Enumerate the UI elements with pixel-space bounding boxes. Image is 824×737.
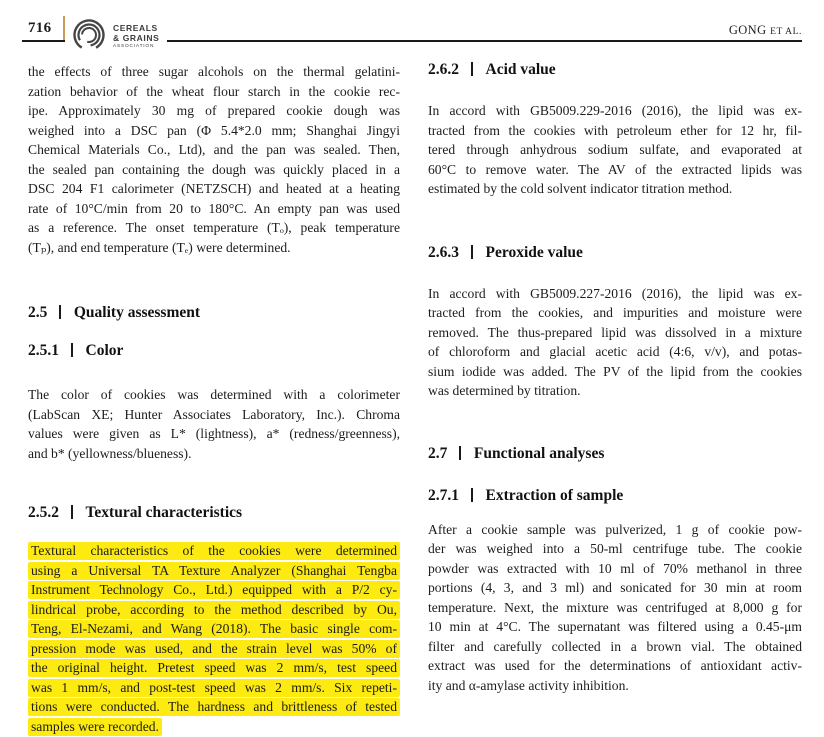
text-line: pression mode was used, and the strain level was 50% of [28, 639, 400, 659]
text-line: the effects of three sugar alcohols on the thermal gelatini- [28, 64, 400, 79]
text-line: In accord with GB5009.229-2016 (2016), the lipid was ex- [428, 103, 802, 118]
text-line: (Tₚ), and end temperature (Tₑ) were determined. [28, 239, 291, 255]
section-title: Textural characteristics [85, 504, 243, 521]
text-line: the original height. Pretest speed was 2 mm/s, test speed [28, 658, 400, 678]
text-line: temperature. Next, the mixture was centrifuged at 8,000 g for [428, 599, 802, 615]
text-line: rate of 10°C/min from 20 to 180°C. An empty pan was used [28, 200, 400, 216]
text-line: of chloroform and glacial acetic acid (4:6, v/v), and potas- [428, 344, 802, 359]
text-line: using a Universal TA Texture Analyzer (Shanghai Tengba [28, 561, 400, 581]
section-title: Acid value [485, 61, 556, 78]
heading-divider [459, 446, 461, 460]
paragraph-dsc-method [28, 62, 400, 257]
text-line: and b* (yellowness/blueness). [28, 445, 192, 461]
left-column [28, 0, 400, 736]
text-line: weighed into a DSC pan (Φ 5.4*2.0 mm; Shanghai Jingyi [28, 122, 400, 138]
section-heading-2-5-2 [28, 503, 400, 523]
text-line: extract was used for the determinations of antioxidant activ- [428, 658, 802, 673]
section-title: Peroxide value [485, 243, 583, 261]
paragraph-color-method [28, 385, 400, 463]
section-number: 2.5 [28, 304, 48, 321]
section-title: Color [85, 342, 124, 359]
text-line: DSC 204 F1 calorimeter (NETZSCH) and heated at a heating [28, 181, 400, 196]
section-number: 2.7 [428, 444, 448, 462]
heading-divider [71, 505, 73, 519]
section-number: 2.5.2 [28, 504, 59, 521]
text-line: estimated by the cold solvent indicator titration method. [428, 181, 733, 196]
section-number: 2.7.1 [428, 486, 459, 504]
text-line: tracted from the cookies, and impurities and moisture were [428, 305, 802, 320]
section-heading-2-5-1 [28, 341, 400, 361]
text-line: Teng, El-Nezami, and Wang (2018). The basic single com- [28, 619, 400, 639]
text-line: was determined by titration. [428, 383, 581, 398]
text-line: removed. The thus-prepared lipid was dissolved in a mixture [428, 324, 802, 340]
text-line: was 1 mm/s, and post-test speed was 2 mm/s. Six repeti- [28, 678, 400, 698]
section-heading-2-6-3 [428, 243, 802, 263]
paragraph-acid-value [428, 101, 802, 199]
text-line: Instrument Technology Co., Ltd.) equipped with a P/2 cy- [28, 580, 400, 600]
paragraph-extraction-of-sample [428, 520, 802, 696]
heading-divider [471, 245, 473, 259]
section-number: 2.6.3 [428, 243, 459, 261]
section-number: 2.5.1 [28, 342, 59, 359]
text-line: the sealed pan containing the dough was quickly placed in a [28, 161, 400, 177]
text-line: filter and carefully collected in a brown vial. The obtained [428, 638, 802, 654]
text-line: portions (4, 3, and 3 ml) and sonicated for 30 min at room [428, 580, 802, 595]
text-line: 60°C to remove water. The AV of the extracted lipids was [428, 161, 802, 177]
text-line: ipe. Approximately 30 mg of prepared cookie dough was [28, 103, 400, 118]
text-line: lindrical probe, according to the method described by Ou, [28, 600, 400, 620]
text-line: 10 min at 4°C. The supernatant was filtered using a 0.45-μm [428, 619, 802, 634]
right-column [428, 0, 802, 695]
section-title: Functional analyses [473, 444, 605, 462]
text-line: Chemical Materials Co., Ltd), and the pan was sealed. Then, [28, 142, 400, 157]
text-line: as a reference. The onset temperature (Tₒ), peak temperature [28, 220, 400, 235]
text-line: tered through anhydrous sodium sulfate, and evaporated at [428, 142, 802, 157]
section-number: 2.6.2 [428, 61, 459, 78]
logo-line-2: & GRAINS [113, 33, 160, 44]
running-head-etal: ET AL. [770, 27, 802, 37]
text-line: der was weighed into a 50-ml centrifuge tube. The cookie [428, 541, 802, 556]
text-line: ity and α-amylase activity inhibition. [428, 677, 629, 693]
text-line: (LabScan XE; Hunter Associates Laboratory, Inc.). Chroma [28, 406, 400, 422]
section-title: Quality assessment [73, 304, 201, 321]
text-line: tracted from the cookies with petroleum ether for 12 hr, fil- [428, 122, 802, 138]
heading-divider [71, 343, 73, 357]
text-line: powder was extracted with 10 ml of 70% methanol in three [428, 560, 802, 576]
section-heading-2-6-2 [428, 60, 802, 80]
section-heading-2-5 [28, 303, 400, 323]
text-line: sium iodide was added. The PV of the lipid from the cookies [428, 363, 802, 379]
text-line: After a cookie sample was pulverized, 1 g of cookie pow- [428, 521, 802, 537]
logo-line-1: CEREALS [113, 22, 158, 33]
text-line: samples were recorded. [28, 717, 400, 737]
section-title: Extraction of sample [485, 486, 624, 504]
heading-divider [59, 305, 61, 319]
highlighted-paragraph-texture-method [28, 541, 400, 736]
text-line: tions were conducted. The hardness and brittleness of tested [28, 697, 400, 717]
heading-divider [471, 62, 473, 76]
text-line: values were given as L* (lightness), a* (redness/greenness), [28, 426, 400, 441]
text-line: In accord with GB5009.227-2016 (2016), the lipid was ex- [428, 285, 802, 301]
text-line: zation behavior of the wheat flour starch in the cookie rec- [28, 83, 400, 99]
section-heading-2-7 [428, 444, 802, 464]
text-line: Textural characteristics of the cookies were determined [28, 541, 400, 561]
heading-divider [471, 488, 473, 502]
page-number: 716 [28, 20, 52, 36]
logo-line-3: ASSOCIATION [113, 44, 155, 50]
text-line: The color of cookies was determined with a colorimeter [28, 387, 400, 402]
running-head-author: GONG [728, 23, 767, 37]
section-heading-2-7-1 [428, 486, 802, 506]
paragraph-peroxide-value [428, 284, 802, 401]
